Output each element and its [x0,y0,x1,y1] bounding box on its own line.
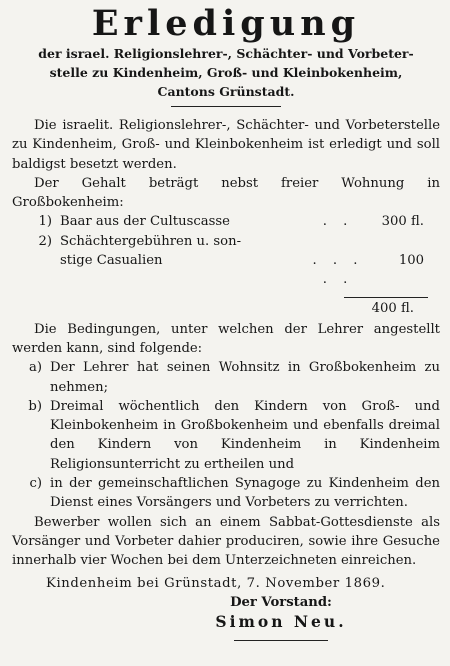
condition-item [12,397,440,474]
payment-amount: 100 [398,253,424,269]
payment-row [12,232,440,251]
payment-leader: . . . . . [312,253,364,288]
condition-item [12,358,440,397]
condition-text: Dreimal wöchentlich den Kindern von Groß- und Kleinbokenheim in Großbokenheim und ebenfalls dreimal den Kindern von Kindenheim in Kindenheim Religionsunterricht zu ertheilen und [50,398,440,472]
applicants-paragraph: Bewerber wollen sich an einem Sabbat-Gottesdienste als Vorsänger und Vorbeter dahier produciren, sowie ihre Gesuche innerhalb vier Wochen bei dem Unterzeichneten einreichen. [12,514,440,569]
payment-number: 2) [38,233,52,249]
condition-text: in der gemeinschaftlichen Synagoge zu Kindenheim den Dienst eines Vorsängers und Vorbeters zu verrichten. [50,476,440,511]
payment-description: Schächtergebühren u. son- [60,233,242,249]
conditions-list [12,358,440,512]
subheadline-line: stelle zu Kindenheim, Groß- und Kleinbokenheim, [49,65,403,80]
payment-number [12,251,60,290]
payment-description: stige Casualien [60,253,163,269]
headline: Erledigung [91,3,361,44]
condition-letter: a) [28,360,42,376]
signature-label: Der Vorstand: [230,594,332,610]
conditions-intro: Die Bedingungen, unter welchen der Lehrer angestellt werden kann, sind folgende: [12,321,440,356]
payment-row [12,251,440,290]
payment-amount: 300 fl. [381,214,424,230]
subheadline-line: Cantons Grünstadt. [157,84,295,99]
intro-paragraph: Die israelit. Religionslehrer-, Schächter- und Vorbeterstelle zu Kindenheim, Groß- und Kleinbokenheim ist erledigt und soll baldigst besetzt werden. [12,118,440,172]
condition-text: Der Lehrer hat seinen Wohnsitz in Großbokenheim zu nehmen; [50,360,440,395]
signature-name: Simon Neu. [215,611,347,631]
payment-total: 400 fl. [371,300,414,316]
condition-item [12,474,440,513]
payment-description: Baar aus der Cultuscasse [60,214,230,230]
payment-number: 1) [38,214,52,230]
payment-amount [368,232,440,251]
payment-row [12,212,440,231]
divider-rule [171,106,281,107]
dateline: Kindenheim bei Grünstadt, 7. November 1869. [46,575,386,591]
subheadline-line: der israel. Religionslehrer-, Schächter- und Vorbeter- [38,46,414,61]
payment-list [12,212,440,289]
condition-letter: c) [29,476,42,492]
condition-letter: b) [28,398,42,414]
payment-leader [308,232,368,251]
subheadline [12,44,440,101]
salary-paragraph: Der Gehalt beträgt nebst freier Wohnung in Großbokenheim: [12,175,440,211]
payment-leader: . . [322,214,354,230]
closing-rule [234,640,328,641]
